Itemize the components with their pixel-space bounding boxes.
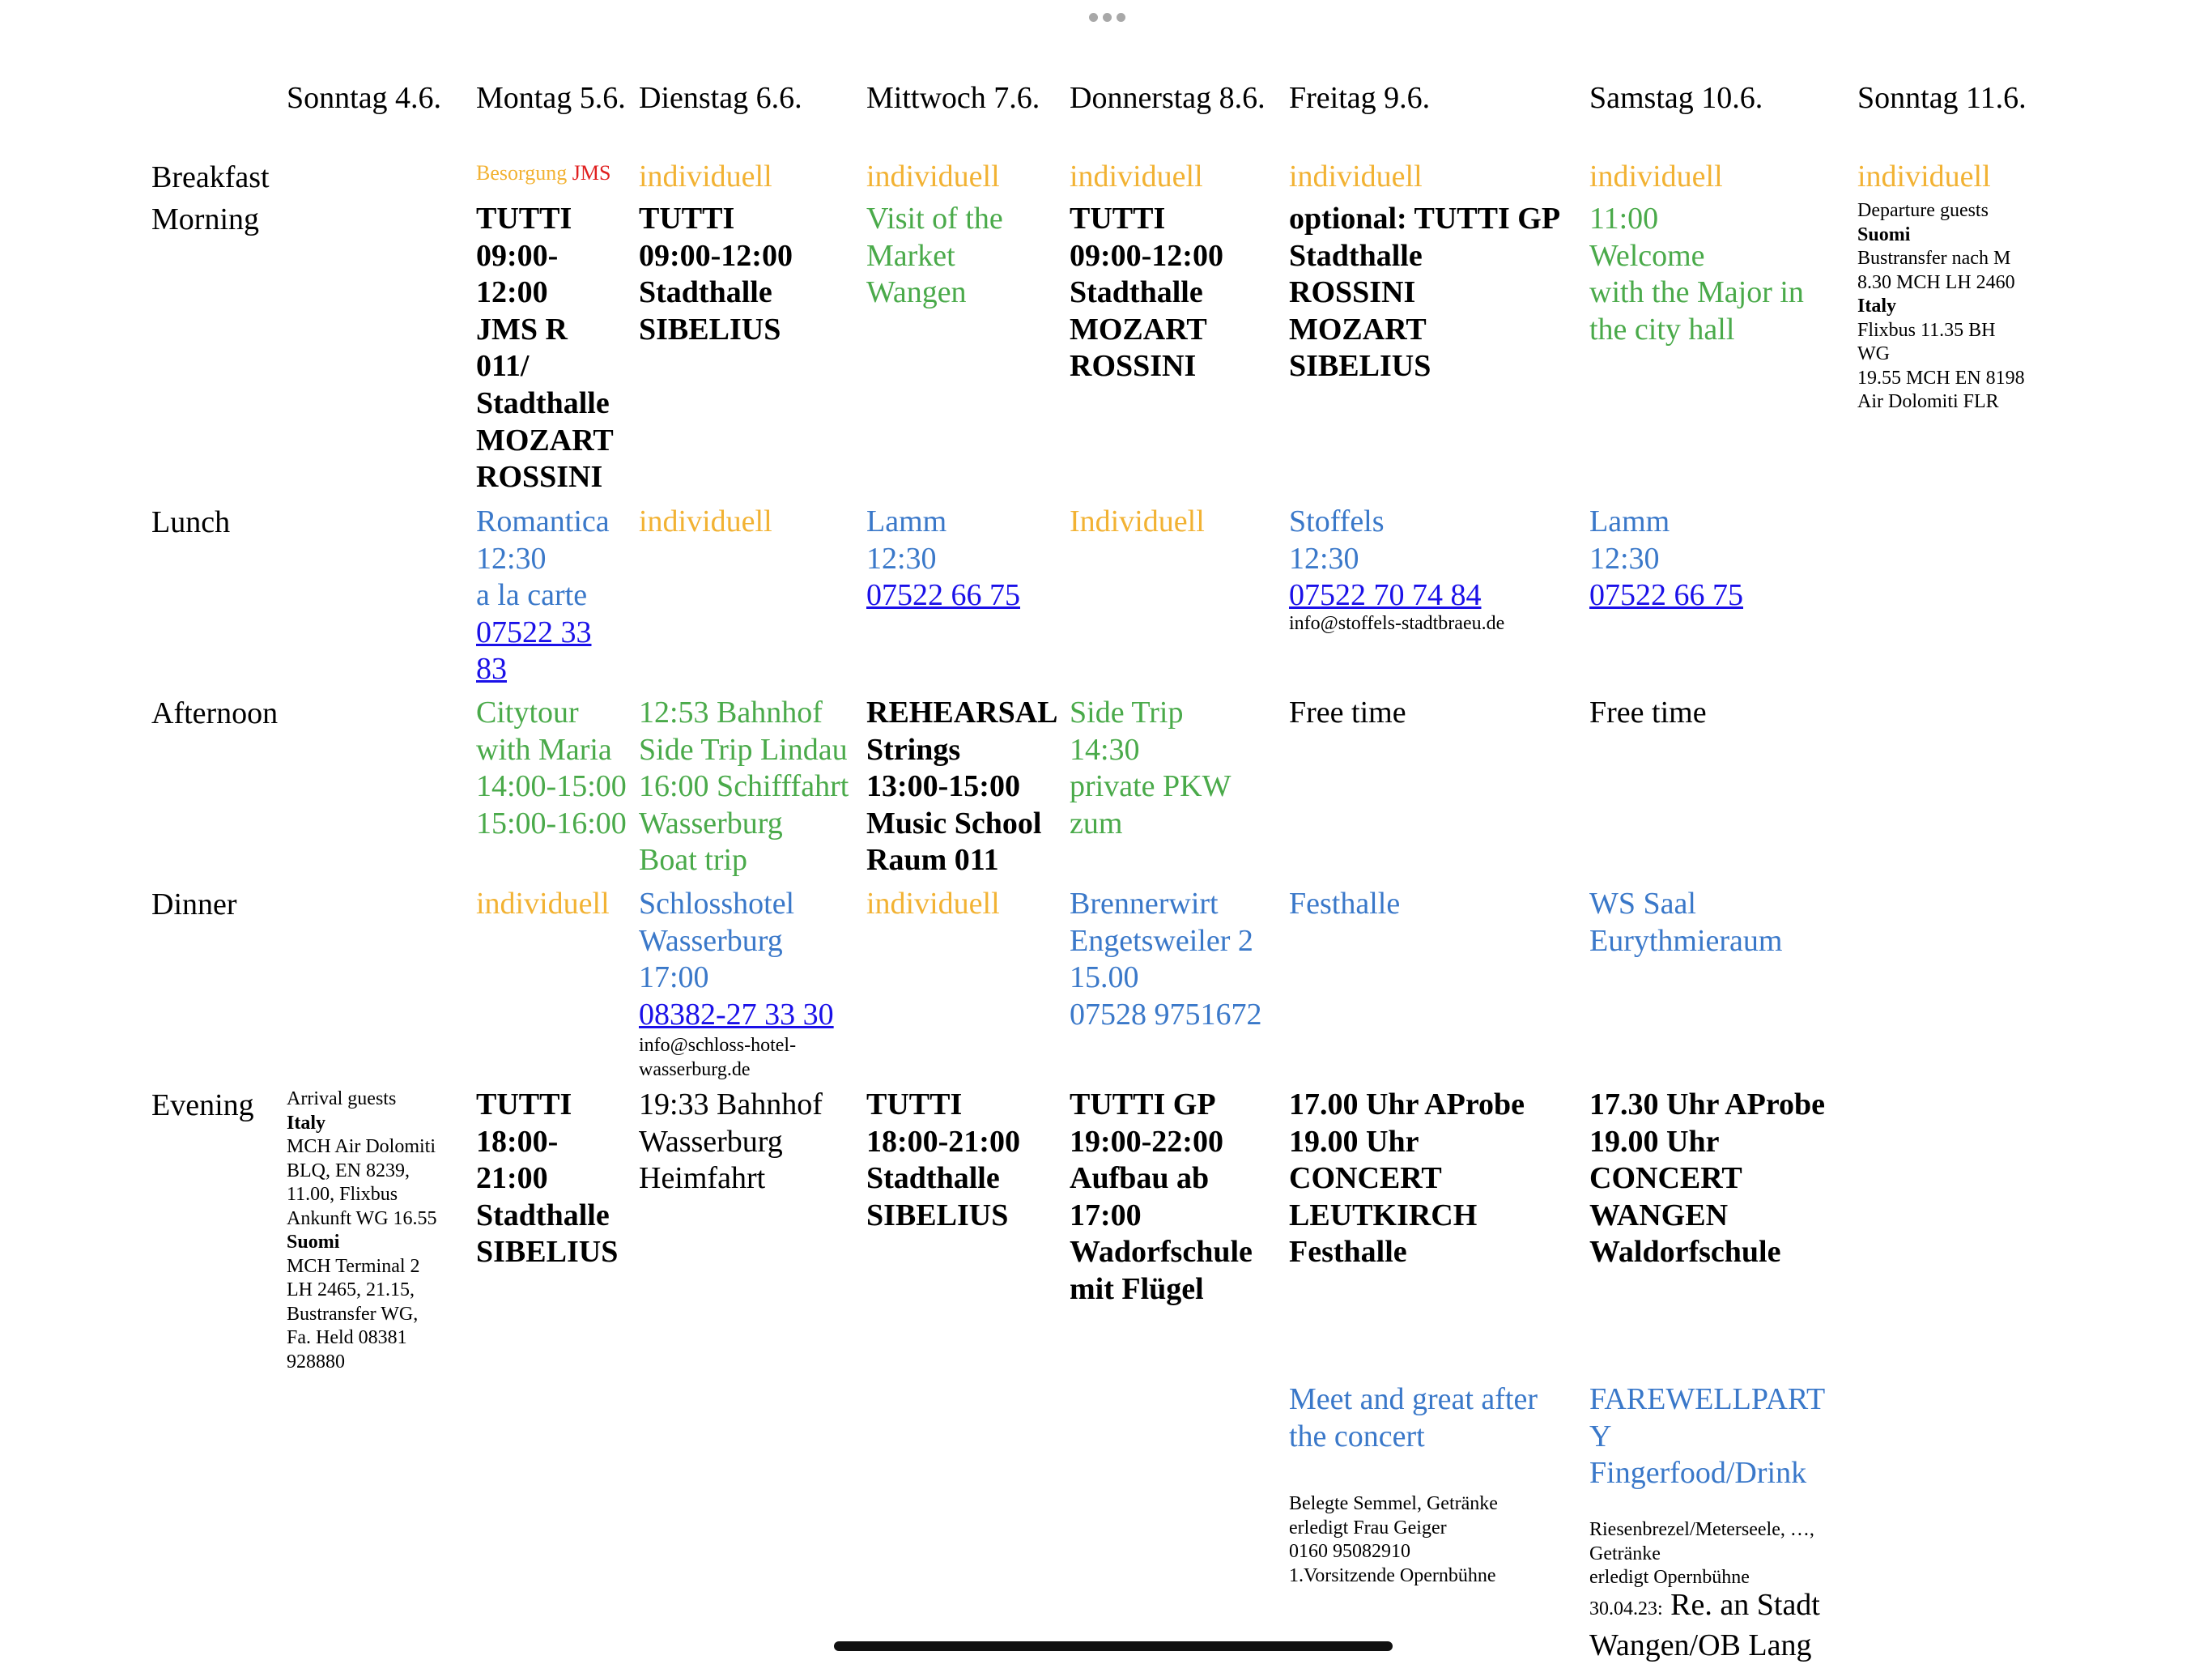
day-header-wed-7-6: Mittwoch 7.6. [866, 81, 1040, 115]
afternoon-wed-line: Raum 011 [866, 843, 999, 878]
day-header-sun-4-6: Sonntag 4.6. [287, 81, 442, 115]
after-concert-fri-note [1289, 1492, 1498, 1588]
lunch-mon-phone-link[interactable]: 83 [476, 652, 507, 687]
dinner-thu [1070, 886, 1262, 1033]
lunch-thu: Individuell [1070, 504, 1205, 538]
dinner-thu-line: Engetsweiler 2 [1070, 923, 1253, 958]
morning-fri [1289, 201, 1560, 385]
after-concert-sat-note [1589, 1518, 1814, 1590]
afternoon-thu-line: zum [1070, 806, 1123, 841]
breakfast-thu: individuell [1070, 160, 1203, 194]
afternoon-tue-line: Boat trip [639, 843, 748, 878]
afternoon-wed-line: 13:00-15:00 [866, 769, 1020, 804]
arrival-line: Suomi [287, 1232, 340, 1253]
evening-wed [866, 1087, 1020, 1234]
afternoon-tue-line: 16:00 Schifffahrt [639, 769, 849, 804]
evening-tue-line: Wasserburg [639, 1124, 783, 1159]
morning-wed-line: Wangen [866, 275, 967, 310]
departure-line: 19.55 MCH EN 8198 [1857, 367, 2025, 389]
evening-thu-line: Wadorfschule [1070, 1235, 1253, 1270]
morning-fri-line: optional: TUTTI GP [1289, 202, 1561, 236]
breakfast-mon-errand: Besorgung [476, 161, 568, 185]
morning-mon-line: 011/ [476, 349, 530, 384]
home-indicator[interactable] [834, 1641, 1393, 1651]
evening-thu-line: 17:00 [1070, 1198, 1142, 1232]
morning-sat-line: with the Major in [1589, 275, 1804, 310]
after-concert-sat-line: FAREWELLPART [1589, 1382, 1826, 1416]
arrival-line: LH 2465, 21.15, [287, 1279, 415, 1300]
evening-thu-line: 19:00-22:00 [1070, 1124, 1223, 1159]
arrival-line: MCH Terminal 2 [287, 1255, 420, 1277]
dinner-tue-email-line: wasserburg.de [639, 1058, 751, 1080]
lunch-tue: individuell [639, 504, 772, 538]
morning-tue-line: 09:00-12:00 [639, 238, 793, 273]
lunch-sat-line: Lamm [1589, 504, 1670, 538]
morning-thu-line: MOZART [1070, 312, 1207, 347]
evening-sat-line: WANGEN [1589, 1198, 1729, 1232]
morning-tue-line: Stadthalle [639, 275, 772, 310]
evening-tue [639, 1087, 823, 1198]
departure-line: WG [1857, 343, 1890, 364]
breakfast-sun-11: individuell [1857, 160, 1991, 194]
evening-wed-line: 18:00-21:00 [866, 1124, 1020, 1159]
dinner-tue [639, 886, 834, 1033]
lunch-fri-line: 12:30 [1289, 541, 1359, 576]
arrival-line: Ankunft WG 16.55 [287, 1207, 437, 1229]
row-label-breakfast: Breakfast [151, 160, 270, 194]
evening-mon-line: 18:00- [476, 1124, 559, 1159]
evening-wed-line: TUTTI [866, 1087, 963, 1121]
evening-sat-line: 17.30 Uhr AProbe [1589, 1087, 1825, 1121]
evening-fri-line: 19.00 Uhr [1289, 1124, 1419, 1159]
day-header-thu-8-6: Donnerstag 8.6. [1070, 81, 1266, 115]
morning-tue-line: TUTTI [639, 202, 735, 236]
dinner-tue-email-line: info@schloss-hotel- [639, 1035, 797, 1056]
evening-fri-line: CONCERT [1289, 1161, 1442, 1196]
evening-tue-line: 19:33 Bahnhof [639, 1087, 823, 1121]
lunch-fri-line: Stoffels [1289, 504, 1385, 538]
morning-wed-line: Market [866, 238, 955, 273]
afternoon-mon [476, 695, 627, 842]
afternoon-thu [1070, 695, 1231, 842]
dinner-tue-line: 17:00 [639, 960, 709, 995]
breakfast-fri: individuell [1289, 160, 1423, 194]
afternoon-thu-line: 14:30 [1070, 732, 1140, 767]
dinner-sat-line: Eurythmieraum [1589, 923, 1783, 958]
afternoon-tue [639, 695, 849, 879]
afternoon-mon-line: with Maria [476, 732, 612, 767]
morning-sat-line: 11:00 [1589, 202, 1659, 236]
lunch-wed [866, 504, 1020, 615]
lunch-wed-line: 12:30 [866, 541, 937, 576]
dinner-thu-line: 15.00 [1070, 960, 1139, 995]
afternoon-sat: Free time [1589, 696, 1707, 730]
arrival-line: Arrival guests [287, 1088, 397, 1109]
arrival-line: Fa. Held 08381 [287, 1327, 407, 1348]
evening-fri [1289, 1087, 1525, 1271]
day-header-fri-9-6: Freitag 9.6. [1289, 81, 1431, 115]
afternoon-wed-line: REHEARSAL [866, 696, 1058, 730]
departure-line: Italy [1857, 296, 1896, 317]
morning-mon-line: MOZART [476, 423, 614, 457]
morning-thu-line: TUTTI [1070, 202, 1166, 236]
dinner-tue-line: Wasserburg [639, 923, 783, 958]
evening-fri-line: Festhalle [1289, 1235, 1407, 1270]
afternoon-thu-line: private PKW [1070, 769, 1231, 804]
row-label-dinner: Dinner [151, 887, 237, 921]
arrival-line: MCH Air Dolomiti [287, 1136, 436, 1157]
morning-thu [1070, 201, 1223, 385]
evening-thu-line: TUTTI GP [1070, 1087, 1216, 1121]
dinner-tue-line: Schlosshotel [639, 887, 795, 921]
dinner-tue-email [639, 1034, 796, 1082]
morning-mon-line: JMS R [476, 312, 568, 347]
lunch-mon [476, 504, 610, 688]
morning-fri-line: MOZART [1289, 312, 1427, 347]
fri-note-line: 0160 95082910 [1289, 1541, 1410, 1562]
departure-line: Flixbus 11.35 BH [1857, 319, 1996, 341]
sat-note-line: Riesenbrezel/Meterseele, …, [1589, 1519, 1814, 1540]
afternoon-tue-line: 12:53 Bahnhof [639, 696, 823, 730]
departure-line: Suomi [1857, 223, 1911, 245]
afternoon-wed [866, 695, 1058, 879]
day-header-mon-5-6: Montag 5.6. [476, 81, 626, 115]
morning-mon-line: ROSSINI [476, 460, 603, 495]
evening-thu-line: Aufbau ab [1070, 1161, 1210, 1196]
lunch-fri-email: info@stoffels-stadtbraeu.de [1289, 613, 1505, 634]
arrival-line: Bustransfer WG, [287, 1303, 419, 1325]
lunch-wed-line: Lamm [866, 504, 947, 538]
evening-wed-line: SIBELIUS [866, 1198, 1009, 1232]
morning-thu-line: Stadthalle [1070, 275, 1203, 310]
morning-tue-line: SIBELIUS [639, 312, 781, 347]
dinner-sat [1589, 886, 1782, 960]
day-header-sun-11-6: Sonntag 11.6. [1857, 81, 2027, 115]
evening-fri-line: LEUTKIRCH [1289, 1198, 1478, 1232]
after-concert-sat [1589, 1381, 1825, 1492]
breakfast-mon [476, 160, 610, 186]
row-label-lunch: Lunch [151, 505, 231, 539]
departure-line: 8.30 MCH LH 2460 [1857, 271, 2015, 293]
morning-wed [866, 201, 1003, 312]
afternoon-tue-line: Side Trip Lindau [639, 732, 848, 767]
invoice-line: Wangen/OB Lang [1589, 1628, 1812, 1662]
lunch-wed-phone-link[interactable]: 07522 66 75 [866, 578, 1020, 613]
afternoon-mon-line: 14:00-15:00 [476, 769, 627, 804]
departure-line: Air Dolomiti FLR [1857, 391, 1999, 412]
evening-sun-4-arrival [287, 1087, 437, 1374]
afternoon-wed-line: Music School [866, 806, 1042, 841]
sat-note-line: Getränke [1589, 1543, 1661, 1564]
morning-mon-line: TUTTI [476, 202, 572, 236]
evening-fri-line: 17.00 Uhr AProbe [1289, 1087, 1525, 1121]
morning-tue [639, 201, 793, 348]
after-concert-fri-line: the concert [1289, 1419, 1425, 1453]
breakfast-wed: individuell [866, 160, 1000, 194]
evening-thu [1070, 1087, 1253, 1309]
evening-sat [1589, 1087, 1825, 1271]
evening-wed-line: Stadthalle [866, 1161, 1000, 1196]
morning-mon [476, 201, 614, 496]
dinner-tue-phone-link[interactable]: 08382-27 33 30 [639, 997, 834, 1032]
breakfast-sat: individuell [1589, 160, 1723, 194]
dinner-thu-line: Brennerwirt [1070, 887, 1219, 921]
dinner-thu-line: 07528 9751672 [1070, 997, 1262, 1032]
dinner-mon: individuell [476, 887, 610, 921]
afternoon-thu-line: Side Trip [1070, 696, 1184, 730]
row-label-evening: Evening [151, 1088, 254, 1122]
after-concert-fri [1289, 1381, 1538, 1455]
morning-sat [1589, 201, 1804, 348]
day-header-tue-6-6: Dienstag 6.6. [639, 81, 802, 115]
evening-mon [476, 1087, 618, 1271]
dinner-wed: individuell [866, 887, 1000, 921]
row-label-morning: Morning [151, 202, 259, 236]
after-concert-sat-line: Y [1589, 1419, 1612, 1453]
morning-mon-line: Stadthalle [476, 385, 610, 420]
lunch-fri [1289, 504, 1482, 615]
lunch-mon-line: Romantica [476, 504, 610, 538]
dinner-sat-line: WS Saal [1589, 887, 1696, 921]
evening-sat-line: Waldorfschule [1589, 1235, 1781, 1270]
afternoon-mon-line: Citytour [476, 696, 579, 730]
morning-thu-line: ROSSINI [1070, 349, 1197, 384]
evening-thu-line: mit Flügel [1070, 1271, 1204, 1306]
evening-mon-line: 21:00 [476, 1161, 548, 1196]
afternoon-tue-line: Wasserburg [639, 806, 783, 841]
afternoon-fri: Free time [1289, 696, 1406, 730]
invoice-line: Re. an Stadt [1670, 1588, 1820, 1622]
afternoon-mon-line: 15:00-16:00 [476, 806, 627, 841]
departure-line: Bustransfer nach M [1857, 248, 2011, 269]
morning-mon-line: 12:00 [476, 275, 548, 310]
afternoon-wed-line: Strings [866, 732, 961, 767]
morning-sat-line: the city hall [1589, 312, 1735, 347]
after-concert-sat-invoice [1589, 1587, 1820, 1664]
sat-note-line: erledigt Opernbühne [1589, 1567, 1750, 1588]
fri-note-line: 1.Vorsitzende Opernbühne [1289, 1564, 1496, 1586]
breakfast-mon-jms: JMS [572, 161, 611, 185]
day-header-sat-10-6: Samstag 10.6. [1589, 81, 1763, 115]
lunch-fri-phone-link[interactable]: 07522 70 74 84 [1289, 578, 1482, 613]
evening-sat-line: 19.00 Uhr [1589, 1124, 1720, 1159]
fri-note-line: erledigt Frau Geiger [1289, 1517, 1447, 1538]
morning-sat-line: Welcome [1589, 238, 1705, 273]
after-concert-fri-line: Meet and great after [1289, 1382, 1538, 1416]
arrival-line: 11.00, Flixbus [287, 1184, 398, 1205]
breakfast-tue: individuell [639, 160, 772, 194]
invoice-date: 30.04.23: [1589, 1598, 1663, 1619]
arrival-line: Italy [287, 1112, 325, 1134]
lunch-sat-phone-link[interactable]: 07522 66 75 [1589, 578, 1743, 613]
morning-fri-line: ROSSINI [1289, 275, 1416, 310]
evening-mon-line: TUTTI [476, 1087, 572, 1121]
morning-sun-11-departure [1857, 199, 2025, 415]
morning-mon-line: 09:00- [476, 238, 559, 273]
dinner-fri: Festhalle [1289, 887, 1401, 921]
after-concert-sat-line: Fingerfood/Drink [1589, 1456, 1807, 1491]
morning-fri-line: SIBELIUS [1289, 349, 1431, 384]
fri-note-line: Belegte Semmel, Getränke [1289, 1493, 1498, 1514]
lunch-mon-line: a la carte [476, 578, 588, 613]
lunch-mon-line: 12:30 [476, 541, 547, 576]
evening-tue-line: Heimfahrt [639, 1161, 766, 1196]
window-options-icon[interactable] [1089, 13, 1126, 24]
evening-mon-line: Stadthalle [476, 1198, 610, 1232]
morning-fri-line: Stadthalle [1289, 238, 1423, 273]
lunch-sat-line: 12:30 [1589, 541, 1660, 576]
lunch-sat [1589, 504, 1743, 615]
evening-sat-line: CONCERT [1589, 1161, 1742, 1196]
departure-line: Departure guests [1857, 200, 1989, 221]
arrival-line: 928880 [287, 1351, 345, 1372]
arrival-line: BLQ, EN 8239, [287, 1160, 410, 1181]
row-label-afternoon: Afternoon [151, 696, 279, 730]
morning-thu-line: 09:00-12:00 [1070, 238, 1223, 273]
morning-wed-line: Visit of the [866, 202, 1003, 236]
lunch-mon-phone-link[interactable]: 07522 33 [476, 615, 592, 649]
evening-mon-line: SIBELIUS [476, 1235, 619, 1270]
